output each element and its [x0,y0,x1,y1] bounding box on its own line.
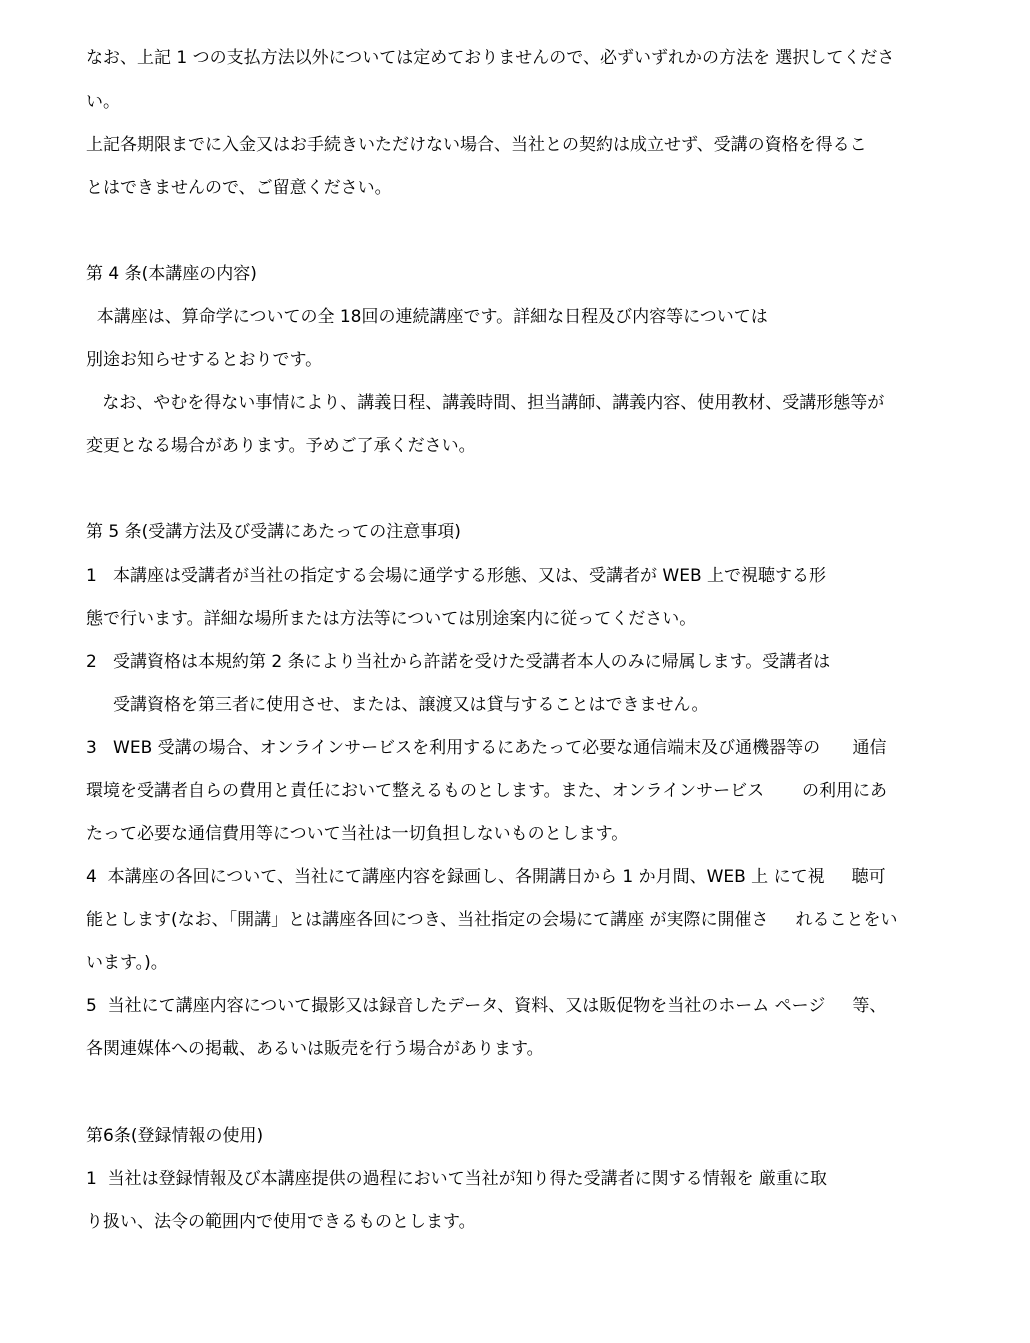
article-5-heading: 第 5 条(受講方法及び受講にあたっての注意事項) [86,522,461,542]
text-line: 受講資格を第三者に使用させ、または、譲渡又は貸与することはできません。 [86,695,709,715]
text-line: 各関連媒体への掲載、あるいは販売を行う場合があります。 [86,1039,544,1059]
text-line: 環境を受講者自らの費用と責任において整えるものとします。また、オンラインサービス の利用にあ [86,781,887,801]
text-line: たって必要な通信費用等について当社は一切負担しないものとします。 [86,824,629,844]
article-6-heading: 第6条(登録情報の使用) [86,1126,264,1146]
text-line: なお、上記 1 つの支払方法以外については定めておりませんので、必ずいずれかの方法を 選択してくださ [86,48,895,68]
article-4-heading: 第 4 条(本講座の内容) [86,264,257,284]
text-line: 1 本講座は受講者が当社の指定する会場に通学する形態、又は、受講者が WEB 上で視聴する形 [86,566,827,586]
text-line: り扱い、法令の範囲内で使用できるものとします。 [86,1212,476,1232]
text-line: 4 本講座の各回について、当社にて講座内容を録画し、各開講日から 1 か月間、WEB 上 にて視 聴可 [86,867,886,887]
text-line: 2 受講資格は本規約第 2 条により当社から許諾を受けた受講者本人のみに帰属します。受講者は [86,652,831,672]
text-line: 別途お知らせするとおりです。 [86,350,323,370]
text-line: とはできませんので、ご留意ください。 [86,178,392,198]
text-line: 態で行います。詳細な場所または方法等については別途案内に従ってください。 [86,609,697,629]
text-line: 上記各期限までに入金又はお手続きいただけない場合、当社との契約は成立せず、受講の資格を得るこ [86,135,867,155]
text-line: なお、やむを得ない事情により、講義日程、講義時間、担当講師、講義内容、使用教材、受講形態等が [86,393,885,413]
text-line: い。 [86,92,120,112]
text-line: います。)。 [86,953,168,973]
text-line: 能とします(なお、「開講」とは講座各回につき、当社指定の会場にて講座 が実際に開催さ れることをい [86,910,898,930]
text-line: 1 当社は登録情報及び本講座提供の過程において当社が知り得た受講者に関する情報を 厳重に取 [86,1169,828,1189]
text-line: 3 WEB 受講の場合、オンラインサービスを利用するにあたって必要な通信端末及び通機器等の 通信 [86,738,887,758]
text-line: 変更となる場合があります。予めご了承ください。 [86,436,476,456]
text-line: 本講座は、算命学についての全 18回の連続講座です。詳細な日程及び内容等については [86,307,768,327]
text-line: 5 当社にて講座内容について撮影又は録音したデータ、資料、又は販促物を当社のホーム ページ 等、 [86,996,887,1016]
